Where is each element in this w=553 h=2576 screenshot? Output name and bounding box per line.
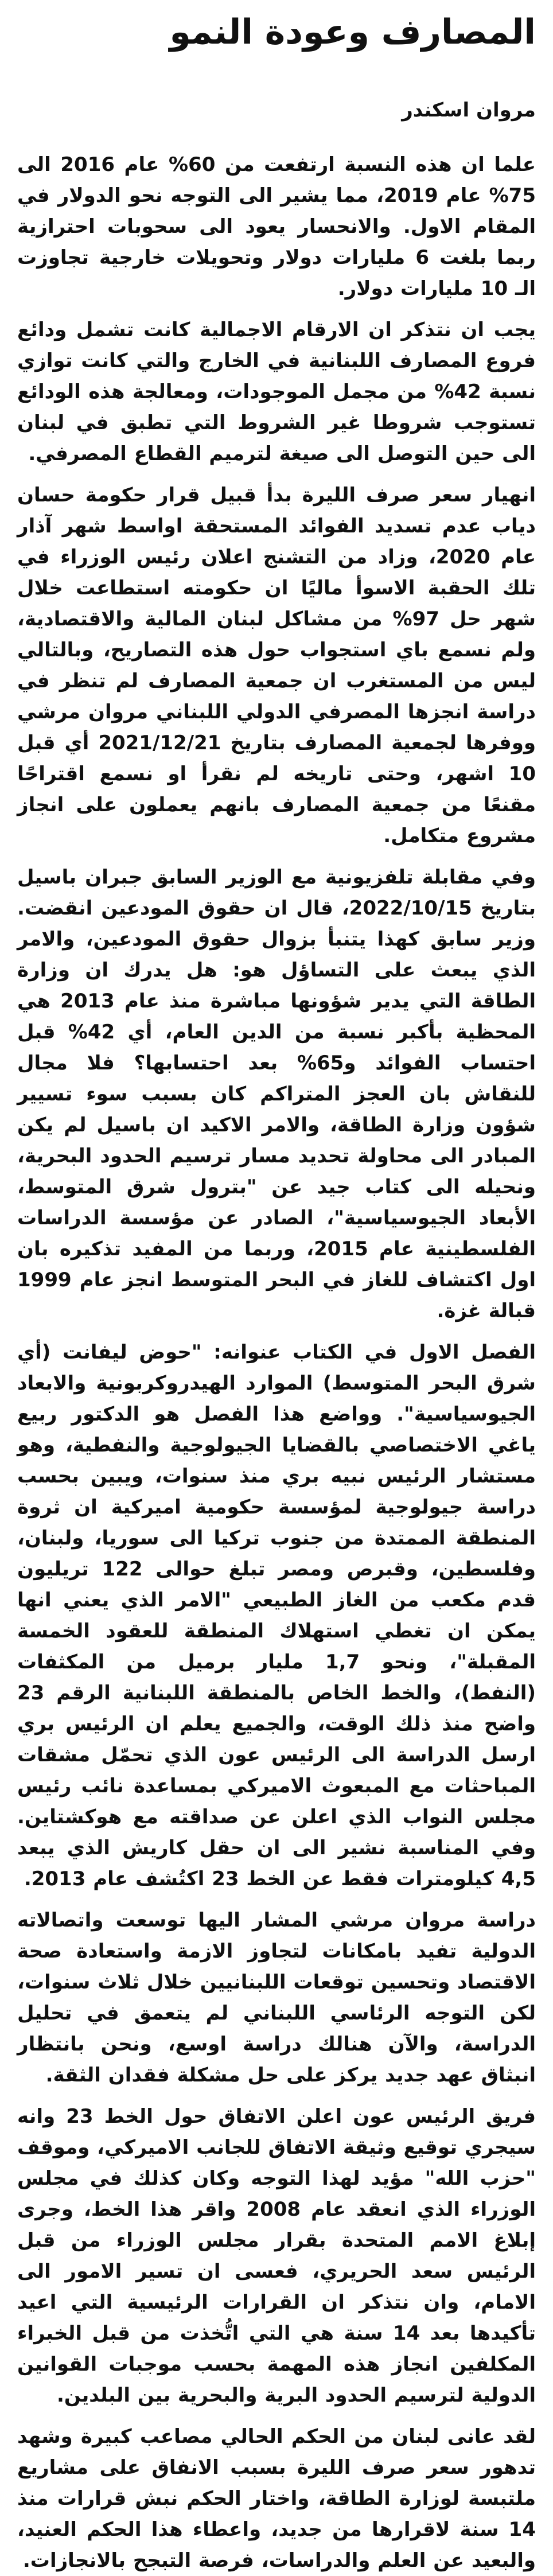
article-paragraph: علما ان هذه النسبة ارتفعت من 60% عام 2016 الى 75% عام 2019، مما يشير الى التوجه نحو الدولار في المقام الاول. والانحسار يعود الى سحوبات احترازية ربما بلغت 6 مليارات دولار وتحويلات خارجية تجاوزت الـ 10 مليارات دولار. [17,153,536,300]
article-paragraph: الفصل الاول في الكتاب عنوانه: "حوض ليفانت (أي شرق البحر المتوسط) الموارد الهيدروكربونية والابعاد الجيوسياسية". وواضع هذا الفصل هو الدكتور ربيع ياغي الاختصاصي بالقضايا الجيولوجية والنفطية، وهو مستشار الرئيس نبيه بري منذ سنوات، ويبين بحسب دراسة جيولوجية لمؤسسة حكومية اميركية ان ثروة المنطقة الممتدة من جنوب تركيا الى سوريا، ولبنان، وفلسطين، وقبرص ومصر تبلغ حوالى 122 تريليون قدم مكعب من الغاز الطبيعي "الامر الذي يعني انها يمكن ان تغطي استهلاك المنطقة للعقود الخمسة المقبلة"، ونحو 1,7 مليار برميل من المكثفات (النفط)، والخط الخاص بالمنطقة اللبنانية الرقم 23 واضح منذ ذلك الوقت، والجميع يعلم ان الرئيس بري ارسل الدراسة الى الرئيس عون الذي تحمّل مشقات المباحثات مع المبعوث الاميركي بمساعدة نائب رئيس مجلس النواب الذي اعلن عن صداقته مع هوكشتاين. وفي المناسبة نشير الى ان حقل كاريش الذي يبعد 4,5 كيلومترات فقط عن الخط 23 اكتُشف عام 2013. [17,1341,536,1890]
article-paragraph: دراسة مروان مرشي المشار اليها توسعت واتصالاته الدولية تفيد بامكانات لتجاوز الازمة واستعادة صحة الاقتصاد وتحسين توقعات اللبنانيين خلال ثلاث سنوات، لكن التوجه الرئاسي اللبناني لم يتعمق في تحليل الدراسة، والآن هنالك دراسة اوسع، ونحن بانتظار انبثاق عهد جديد يركز على حل مشكلة فقدان الثقة. [17,1909,536,2087]
article-paragraph: لقد عانى لبنان من الحكم الحالي مصاعب كبيرة وشهد تدهور سعر صرف الليرة بسبب الانفاق على مشاريع ملتبسة لوزارة الطاقة، واختار الحكم نبش قرارات منذ 14 سنة لاقرارها من جديد، واعطاء هذا الحكم العنيد، والبعيد عن العلم والدراسات، فرصة التبجح بالانجازات. [17,2425,536,2572]
article-paragraph: فريق الرئيس عون اعلن الاتفاق حول الخط 23 وانه سيجري توقيع وثيقة الاتفاق للجانب الاميركي، وموقف "حزب الله" مؤيد لهذا التوجه وكان كذلك في مجلس الوزراء الذي انعقد عام 2008 واقر هذا الخط، وجرى إبلاغ الامم المتحدة بقرار مجلس الوزراء من قبل الرئيس سعد الحريري، فعسى ان تسير الامور الى الامام، وان نتذكر ان القرارات الرئيسية التي اعيد تأكيدها بعد 14 سنة هي التي اتُّخذت من قبل الخبراء المكلفين انجاز هذه المهمة بحسب موجبات القوانين الدولية لترسيم الحدود البرية والبحرية بين البلدين. [17,2105,536,2407]
article-body [17,149,536,2576]
article-headline: المصارف وعودة النمو [169,12,536,52]
article-paragraph: انهيار سعر صرف الليرة بدأ قبيل قرار حكومة حسان دياب عدم تسديد الفوائد المستحقة اواسط شهر آذار عام 2020، وزاد من التشنج اعلان رئيس الوزراء في تلك الحقبة الاسوأ ماليًا ان حكومته استطاعت خلال شهر حل 97% من مشاكل لبنان المالية والاقتصادية، ولم نسمع باي استجواب حول هذه التصاريح، وبالتالي ليس من المستغرب ان جمعية المصارف لم تنظر في دراسة انجزها المصرفي الدولي اللبناني مروان مرشي ووفرها لجمعية المصارف بتاريخ 2021/12/21 أي قبل 10 اشهر، وحتى تاريخه لم نقرأ او نسمع اقتراحًا مقنعًا من جمعية المصارف بانهم يعملون على انجاز مشروع متكامل. [17,484,536,847]
article-author: مروان اسكندر [402,99,536,122]
article-paragraph: يجب ان نتذكر ان الارقام الاجمالية كانت تشمل ودائع فروع المصارف اللبنانية في الخارج والتي كانت توازي نسبة 42% من مجمل الموجودات، ومعالجة هذه الودائع تستوجب شروطا غير الشروط التي تطبق في لبنان الى حين التوصل الى صيغة لترميم القطاع المصرفي. [17,318,536,465]
article-paragraph: وفي مقابلة تلفزيونية مع الوزير السابق جبران باسيل بتاريخ 2022/10/15، قال ان حقوق المودعين انقضت. وزير سابق كهذا يتنبأ بزوال حقوق المودعين، والامر الذي يبعث على التساؤل هو: هل يدرك ان وزارة الطاقة التي يدير شؤونها مباشرة منذ عام 2013 هي المحظية بأكبر نسبة من الدين العام، أي 42% قبل احتساب الفوائد و65% بعد احتسابها؟ فلا مجال للنقاش بان العجز المتراكم كان بسبب سوء تسيير شؤون وزارة الطاقة، والامر الاكيد ان باسيل لم يكن المبادر الى محاولة تحديد مسار ترسيم الحدود البحرية، ونحيله الى كتاب جيد عن "بترول شرق المتوسط، الأبعاد الجيوسياسية"، الصادر عن مؤسسة الدراسات الفلسطينية عام 2015، وربما من المفيد تذكيره بان اول اكتشاف للغاز في البحر المتوسط انجز عام 1999 قبالة غزة. [17,866,536,1322]
